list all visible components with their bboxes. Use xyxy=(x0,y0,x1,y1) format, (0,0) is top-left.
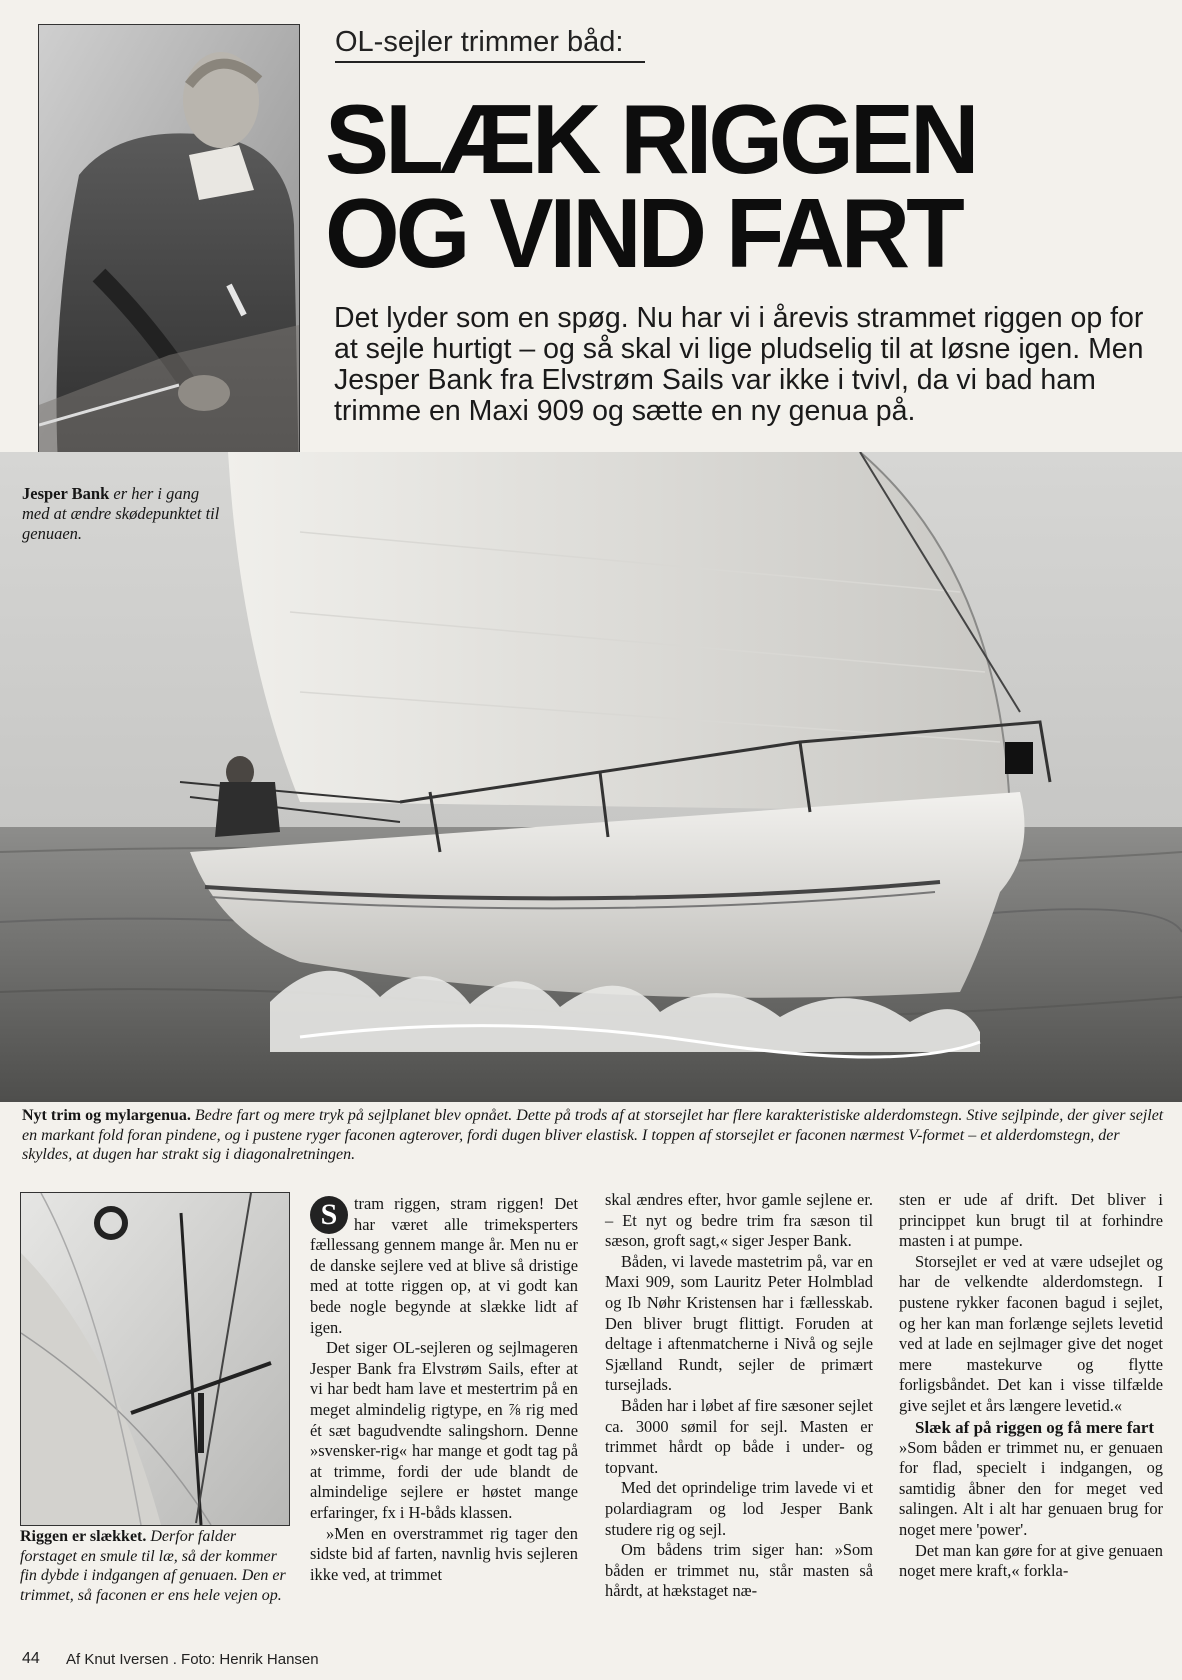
section-subhead: Slæk af på riggen og få mere fart xyxy=(915,1417,1155,1437)
portrait-caption-text: er her i gang med at ændre skødepunktet til genuaen. xyxy=(22,484,220,543)
body-paragraph xyxy=(310,1194,578,1338)
boat-caption-text: Bedre fart og mere tryk på sejlplanet blev opnået. Dette på trods af at storsejlet har flere karakteristiske alderdomstegn. Stive sejlpinde, der giver sejlet en markant fold foran pindene, og i pustene ryger faconen agterover, fordi dugen bliver elastisk. I toppen af storsejlet er faconen nærmest V-formet – et alderdomstegn, der skyldes, at dugen har strakt sig i diagonalretningen. xyxy=(22,1107,1164,1163)
body-paragraph: Båden, vi lavede mastetrim på, var en Maxi 909, som Lauritz Peter Holmblad og Ib Nøhr Kristensen har i fællesskab. Den bliver brugt flittigt. Foruden at deltage i aftenmatcherne i Nivå og sejle Sjælland Rundt, sejler de primært tursejlads. xyxy=(605,1251,873,1395)
body-paragraph: Om bådens trim siger han: »Som båden er trimmet nu, står masten så hårdt, at hækstaget næ- xyxy=(605,1540,873,1601)
page-number: 44 xyxy=(22,1650,40,1667)
body-column-3 xyxy=(899,1190,1163,1582)
body-text: tram riggen, stram riggen! Det har været alle trimeksperters fællessang gennem mange år. Men nu er de danske sejlere ved at blive så dristige med at totte riggen op, at vi godt kan bede nogle begynde at slække lidt af igen. xyxy=(310,1194,578,1337)
body-paragraph: Storsejlet er ved at være udsejlet og har de velkendte alderdomstegn. I pustene rykker faconen bagud i sejlet, og her kan man forlænge sejlets levetid ved at lade en sejlmager give det noget mere mastekurve og flytte forligsbåndet. Det kan i visse tilfælde give sejlet et års længere levetid.« xyxy=(899,1251,1163,1415)
portrait-caption xyxy=(22,484,224,544)
headline-line-1: SLÆK RIGGEN xyxy=(325,84,976,194)
page-footer xyxy=(0,1648,1182,1672)
body-paragraph: Det siger OL-sejleren og sejlmageren Jesper Bank fra Elvstrøm Sails, efter at vi har bedt ham lave et mestertrim på en meget almindelig rigtype, en ⅞ rig med ét sæt bagudvendte salingshorn. Denne »svensker-rig« har mange et godt tag på at trimme, fordi der ude blandt de almindelige sejlere er høstet mange erfaringer, fx i H-båds klassen. xyxy=(310,1338,578,1522)
body-paragraph: sten er ude af drift. Det bliver i princippet kun brugt til at forhindre masten i at pumpe. xyxy=(899,1190,1163,1251)
body-paragraph: »Som båden er trimmet nu, er genuaen for flad, specielt i indgangen, og samtidig åbner den for meget ved salingen. Alt i alt har genuaen brug for noget mere 'power'. xyxy=(899,1437,1163,1539)
body-paragraph: Med det oprindelige trim lavede vi et polardiagram og lod Jesper Bank studere rig og sejl. xyxy=(605,1478,873,1539)
article-headline xyxy=(325,84,1109,288)
sailboat-photo xyxy=(0,452,1182,1102)
rig-caption-text: Derfor falder forstaget en smule til læ, så der kommer fin dybde i indgangen af genuaen. Den er trimmet, så faconen er ens hele vejen op. xyxy=(20,1528,286,1604)
boat-caption xyxy=(22,1106,1172,1165)
article-kicker: OL-sejler trimmer båd: xyxy=(335,26,645,63)
body-paragraph: »Men en overstrammet rig tager den sidste bid af farten, navnlig hvis sejleren ikke ved, at trimmet xyxy=(310,1523,578,1584)
portrait-caption-lead: Jesper Bank xyxy=(22,484,110,503)
headline-line-2: OG VIND FART xyxy=(325,178,961,288)
drop-cap: S xyxy=(310,1196,348,1234)
portrait-photo xyxy=(38,24,300,484)
body-paragraph: skal ændres efter, hvor gamle sejlene er. – Et nyt og bedre trim fra sæson til sæson, groft sagt,« siger Jesper Bank. xyxy=(605,1190,873,1251)
boat-caption-lead: Nyt trim og mylargenua. xyxy=(22,1107,191,1124)
rig-photo xyxy=(20,1192,290,1526)
rig-caption-lead: Riggen er slækket. xyxy=(20,1528,147,1545)
rig-caption xyxy=(20,1527,292,1605)
article-lede: Det lyder som en spøg. Nu har vi i årevis strammet riggen op for at sejle hurtigt – og så skal vi lige pludselig til at løsne igen. Men Jesper Bank fra Elvstrøm Sails var ikke i tvivl, da vi bad ham trimme en Maxi 909 og sætte en ny genua på. xyxy=(334,302,1144,427)
body-paragraph: Båden har i løbet af fire sæsoner sejlet ca. 3000 sømil for sejl. Masten er trimmet hårdt op både i under- og topvant. xyxy=(605,1395,873,1477)
body-column-2 xyxy=(605,1190,873,1602)
body-paragraph: Det man kan gøre for at give genuaen noget mere kraft,« forkla- xyxy=(899,1540,1163,1581)
photo-credits: Af Knut Iversen . Foto: Henrik Hansen xyxy=(66,1651,319,1668)
body-column-1 xyxy=(310,1194,578,1585)
